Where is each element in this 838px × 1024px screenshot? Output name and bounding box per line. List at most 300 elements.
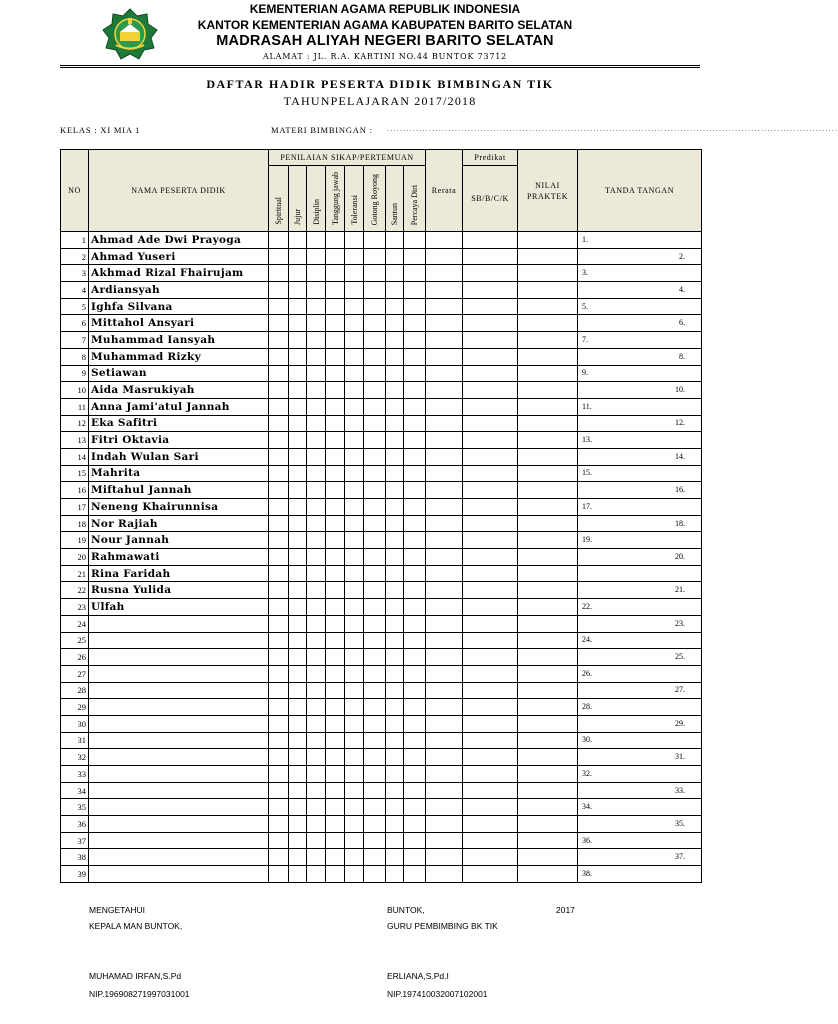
sikap-cell [289,599,307,616]
sikap-cell [364,816,386,833]
sikap-cell [307,398,326,415]
table-row [61,782,702,799]
sikap-cell [269,282,289,299]
header-rule-second [60,67,700,68]
sikap-cell [364,315,386,332]
sikap-cell [386,549,404,566]
sikap-cell [326,599,345,616]
student-name: Nour Jannah [89,532,269,549]
table-row [61,298,702,315]
signature-cell: 13. [578,432,702,449]
sikap-cell [289,248,307,265]
sikap-cell [364,282,386,299]
sikap-cell [289,282,307,299]
sikap-cell [269,599,289,616]
predikat-cell [463,816,518,833]
signature-cell: 35. [578,816,702,833]
rerata-cell [426,615,463,632]
table-row [61,866,702,883]
sikap-cell [345,565,364,582]
sikap-cell [269,365,289,382]
row-number: 6 [61,315,89,332]
sikap-cell [345,282,364,299]
predikat-cell [463,448,518,465]
sikap-cell [269,799,289,816]
sikap-cell [326,615,345,632]
nilai-praktek-cell [518,732,578,749]
sikap-cell [269,315,289,332]
sikap-cell [404,515,426,532]
sikap-cell [269,465,289,482]
row-number: 4 [61,282,89,299]
sikap-cell [345,432,364,449]
sikap-cell [307,315,326,332]
sikap-cell [404,232,426,249]
document-subtitle: TAHUNPELAJARAN 2017/2018 [283,94,477,108]
table-row [61,332,702,349]
sikap-cell [326,465,345,482]
footer-kepala-title: KEPALA MAN BUNTOK, [89,921,183,931]
sikap-cell [404,499,426,516]
sikap-cell [326,448,345,465]
nilai-praktek-cell [518,265,578,282]
sikap-cell [364,265,386,282]
student-name [89,682,269,699]
sikap-cell [386,432,404,449]
nilai-praktek-cell [518,532,578,549]
sikap-cell [386,699,404,716]
sikap-cell [307,749,326,766]
rerata-cell [426,232,463,249]
student-name: Indah Wulan Sari [89,448,269,465]
sikap-cell [404,849,426,866]
sikap-cell [326,699,345,716]
sikap-cell [386,348,404,365]
sikap-cell [307,649,326,666]
sikap-cell [326,332,345,349]
sikap-cell [326,832,345,849]
sikap-cell [364,632,386,649]
footer-guru-title: GURU PEMBIMBING BK TIK [387,921,498,931]
sikap-cell [345,298,364,315]
sikap-cell [386,632,404,649]
row-number: 33 [61,766,89,783]
sikap-cell [289,732,307,749]
predikat-cell [463,665,518,682]
table-row [61,599,702,616]
nilai-praktek-cell [518,632,578,649]
sikap-cell [289,348,307,365]
sikap-cell [269,549,289,566]
row-number: 5 [61,298,89,315]
sikap-cell [404,632,426,649]
sikap-cell [326,248,345,265]
row-number: 14 [61,448,89,465]
row-number: 15 [61,465,89,482]
sikap-cell [307,832,326,849]
sikap-cell [307,732,326,749]
sikap-cell [289,816,307,833]
student-name: Mittahol Ansyari [89,315,269,332]
rerata-cell [426,749,463,766]
predikat-cell [463,398,518,415]
sikap-cell [326,565,345,582]
signature-cell: 8. [578,348,702,365]
kemenag-logo-icon [101,8,159,60]
sikap-cell [326,265,345,282]
header-office: KANTOR KEMENTERIAN AGAMA KABUPATEN BARITO SELATAN [197,18,573,32]
sikap-cell [345,348,364,365]
sikap-cell [345,615,364,632]
table-row [61,265,702,282]
student-name: Muhammad Rizky [89,348,269,365]
sikap-cell [386,799,404,816]
rerata-cell [426,582,463,599]
nilai-praktek-cell [518,332,578,349]
table-row [61,816,702,833]
rerata-cell [426,766,463,783]
rerata-cell [426,649,463,666]
predikat-cell [463,782,518,799]
footer-guru-name: ERLIANA,S.Pd.I [387,971,449,981]
sikap-cell [307,465,326,482]
table-row [61,766,702,783]
sikap-cell [345,448,364,465]
nilai-praktek-cell [518,432,578,449]
sikap-cell [364,499,386,516]
table-row [61,398,702,415]
sikap-cell [345,816,364,833]
sikap-cell [307,549,326,566]
sikap-cell [345,232,364,249]
sikap-cell [307,615,326,632]
sikap-cell [364,615,386,632]
sikap-cell [289,298,307,315]
sikap-cell [386,715,404,732]
student-name [89,782,269,799]
student-name [89,732,269,749]
table-row [61,615,702,632]
sikap-cell [404,732,426,749]
nilai-praktek-cell [518,715,578,732]
row-number: 23 [61,599,89,616]
signature-cell [578,565,702,582]
rerata-cell [426,298,463,315]
student-name [89,699,269,716]
sikap-cell [307,665,326,682]
sikap-cell [269,766,289,783]
sikap-cell [386,465,404,482]
student-name: Setiawan [89,365,269,382]
sikap-cell [404,248,426,265]
sikap-cell [364,532,386,549]
signature-cell: 21. [578,582,702,599]
predikat-cell [463,248,518,265]
sikap-cell [307,816,326,833]
sikap-cell [269,515,289,532]
sikap-cell [326,398,345,415]
sikap-cell [404,315,426,332]
header-rule [60,65,700,66]
sikap-cell [326,365,345,382]
sikap-cell [289,749,307,766]
nilai-praktek-cell [518,682,578,699]
sikap-cell [386,599,404,616]
sikap-cell [289,332,307,349]
signature-cell: 10. [578,382,702,399]
student-name [89,649,269,666]
header-sikap-percaya-diri: Percaya Diri [404,166,426,232]
sikap-cell [269,832,289,849]
sikap-cell [307,448,326,465]
nilai-praktek-cell [518,766,578,783]
signature-cell: 34. [578,799,702,816]
sikap-cell [269,866,289,883]
predikat-cell [463,866,518,883]
sikap-cell [269,532,289,549]
predikat-cell [463,699,518,716]
sikap-cell [345,782,364,799]
rerata-cell [426,465,463,482]
sikap-cell [269,665,289,682]
predikat-cell [463,232,518,249]
nilai-praktek-cell [518,515,578,532]
sikap-cell [307,799,326,816]
predikat-cell [463,849,518,866]
footer-guru-nip: NIP.197410032007102001 [387,989,488,999]
sikap-cell [269,849,289,866]
table-row [61,682,702,699]
sikap-cell [404,866,426,883]
footer-kepala-nip: NIP.196908271997031001 [89,989,190,999]
sikap-cell [345,332,364,349]
sikap-cell [364,582,386,599]
row-number: 28 [61,682,89,699]
sikap-cell [326,732,345,749]
sikap-cell [364,515,386,532]
row-number: 32 [61,749,89,766]
student-name: Rina Faridah [89,565,269,582]
signature-cell: 14. [578,448,702,465]
rerata-cell [426,782,463,799]
sikap-cell [289,415,307,432]
sikap-cell [364,832,386,849]
rerata-cell [426,565,463,582]
nilai-praktek-cell [518,298,578,315]
student-name [89,832,269,849]
rerata-cell [426,248,463,265]
sikap-cell [307,382,326,399]
sikap-cell [326,582,345,599]
predikat-cell [463,682,518,699]
sikap-cell [307,265,326,282]
header-name: NAMA PESERTA DIDIK [89,150,269,232]
sikap-cell [307,348,326,365]
sikap-cell [289,549,307,566]
sikap-cell [386,732,404,749]
table-row [61,415,702,432]
row-number: 2 [61,248,89,265]
sikap-cell [326,665,345,682]
nilai-praktek-cell [518,699,578,716]
rerata-cell [426,415,463,432]
sikap-cell [289,715,307,732]
signature-cell: 6. [578,315,702,332]
nilai-praktek-cell [518,665,578,682]
sikap-cell [404,749,426,766]
table-row [61,499,702,516]
sikap-cell [289,665,307,682]
signature-cell: 23. [578,615,702,632]
nilai-praktek-cell [518,749,578,766]
sikap-cell [269,816,289,833]
header-nilai-praktek: NILAI PRAKTEK [518,150,578,232]
rerata-cell [426,532,463,549]
student-name [89,866,269,883]
sikap-cell [404,549,426,566]
predikat-cell [463,382,518,399]
row-number: 26 [61,649,89,666]
sikap-cell [307,849,326,866]
header-no: NO [61,150,89,232]
sikap-cell [345,532,364,549]
sikap-cell [289,365,307,382]
student-name: Ahmad Ade Dwi Prayoga [89,232,269,249]
student-name: Eka Safitri [89,415,269,432]
table-row [61,732,702,749]
sikap-cell [326,282,345,299]
sikap-cell [404,682,426,699]
sikap-cell [364,382,386,399]
sikap-cell [386,766,404,783]
sikap-cell [364,432,386,449]
rerata-cell [426,382,463,399]
sikap-cell [364,782,386,799]
sikap-cell [386,615,404,632]
predikat-cell [463,499,518,516]
kelas-label: KELAS : XI MIA 1 [60,125,141,135]
predikat-cell [463,265,518,282]
sikap-cell [404,482,426,499]
sikap-cell [307,482,326,499]
header-sikap-spiritual: Spiritual [269,166,289,232]
sikap-cell [386,532,404,549]
sikap-cell [269,348,289,365]
nilai-praktek-cell [518,398,578,415]
predikat-cell [463,482,518,499]
predikat-cell [463,365,518,382]
sikap-cell [289,866,307,883]
attendance-table [60,149,702,883]
nilai-praktek-cell [518,448,578,465]
sikap-cell [364,448,386,465]
sikap-cell [269,782,289,799]
rerata-cell [426,699,463,716]
student-name: Ahmad Yuseri [89,248,269,265]
table-row [61,248,702,265]
sikap-cell [269,715,289,732]
sikap-cell [269,699,289,716]
predikat-cell [463,749,518,766]
nilai-praktek-cell [518,365,578,382]
sikap-cell [289,398,307,415]
sikap-cell [386,448,404,465]
sikap-cell [326,849,345,866]
sikap-cell [364,298,386,315]
signature-cell: 20. [578,549,702,566]
sikap-cell [269,749,289,766]
signature-cell: 9. [578,365,702,382]
header-sikap-toleransi: Toleransi [345,166,364,232]
signature-cell: 33. [578,782,702,799]
sikap-cell [364,732,386,749]
predikat-cell [463,799,518,816]
sikap-cell [364,365,386,382]
student-name [89,749,269,766]
sikap-cell [345,465,364,482]
table-row [61,448,702,465]
sikap-cell [307,432,326,449]
sikap-cell [326,649,345,666]
sikap-cell [269,398,289,415]
predikat-cell [463,632,518,649]
sikap-cell [269,265,289,282]
table-row [61,665,702,682]
nilai-praktek-cell [518,482,578,499]
signature-cell: 38. [578,866,702,883]
sikap-cell [404,332,426,349]
sikap-cell [345,632,364,649]
sikap-cell [289,315,307,332]
student-name: Anna Jami'atul Jannah [89,398,269,415]
signature-cell: 22. [578,599,702,616]
sikap-cell [326,799,345,816]
rerata-cell [426,816,463,833]
sikap-cell [386,315,404,332]
predikat-cell [463,465,518,482]
rerata-cell [426,348,463,365]
sikap-cell [326,766,345,783]
sikap-cell [404,565,426,582]
sikap-cell [289,615,307,632]
sikap-cell [404,532,426,549]
header-predikat: Predikat [463,150,518,166]
nilai-praktek-cell [518,232,578,249]
sikap-cell [307,282,326,299]
table-row [61,565,702,582]
sikap-cell [269,565,289,582]
student-name [89,816,269,833]
row-number: 39 [61,866,89,883]
sikap-cell [269,298,289,315]
sikap-cell [386,582,404,599]
table-row [61,382,702,399]
row-number: 18 [61,515,89,532]
header-address: ALAMAT : JL. R.A. KARTINI NO.44 BUNTOK 73712 [262,52,508,61]
nilai-praktek-cell [518,866,578,883]
sikap-cell [364,682,386,699]
signature-cell: 12. [578,415,702,432]
nilai-praktek-cell [518,832,578,849]
header-ministry: KEMENTERIAN AGAMA REPUBLIK INDONESIA [249,2,521,16]
sikap-cell [345,365,364,382]
sikap-cell [386,415,404,432]
sikap-cell [289,465,307,482]
nilai-praktek-cell [518,549,578,566]
nilai-praktek-cell [518,248,578,265]
predikat-cell [463,599,518,616]
sikap-cell [307,515,326,532]
